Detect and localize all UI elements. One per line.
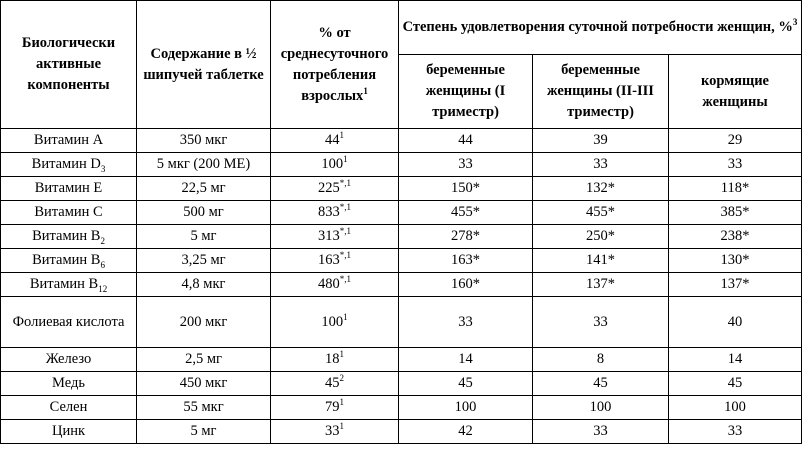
pregnant-t1-value: 45 <box>399 372 533 396</box>
percent-adult: $480^{*,1}$ <box>271 273 399 297</box>
percent-adult: $833^{*,1}$ <box>271 201 399 225</box>
content-amount: 4,8 мкг <box>137 273 271 297</box>
content-amount: 500 мг <box>137 201 271 225</box>
lactating-value: 45 <box>669 372 802 396</box>
subscript: 6 <box>100 259 105 270</box>
footnote-marker: 1 <box>339 421 344 432</box>
table-row <box>1 249 802 273</box>
content-amount: 200 мкг <box>137 297 271 348</box>
table-body <box>1 129 802 444</box>
footnote-marker: 1 <box>343 311 348 322</box>
footnote-marker: 1 <box>339 130 344 141</box>
footnote-marker: *,1 <box>339 202 351 213</box>
table-row <box>1 201 802 225</box>
table-row <box>1 297 802 348</box>
header-content: Содержание в ½ шипучей таблетке <box>137 1 271 129</box>
component-name: Витамин C <box>1 201 137 225</box>
table-row <box>1 177 802 201</box>
percent-adult: $313^{*,1}$ <box>271 225 399 249</box>
footnote-marker: 2 <box>339 373 344 384</box>
component-name: Витамин $B_{12}$ <box>1 273 137 297</box>
pregnant-t1-value: 150* <box>399 177 533 201</box>
footnote-marker: *,1 <box>339 178 351 189</box>
header-pregnant-t2-3: беременные женщины (II-III триместр) <box>533 55 669 129</box>
percent-adult: $44^1$ <box>271 129 399 153</box>
lactating-value: 238* <box>669 225 802 249</box>
percent-adult: $18^1$ <box>271 348 399 372</box>
pregnant-t1-value: 42 <box>399 420 533 444</box>
percent-adult: $225^{*,1}$ <box>271 177 399 201</box>
lactating-value: 33 <box>669 420 802 444</box>
percent-adult: $163^{*,1}$ <box>271 249 399 273</box>
pregnant-t2-3-value: 141* <box>533 249 669 273</box>
component-name: Витамин $B_2$ <box>1 225 137 249</box>
pregnant-t2-3-value: 132* <box>533 177 669 201</box>
table-row <box>1 348 802 372</box>
lactating-value: 29 <box>669 129 802 153</box>
pregnant-t2-3-value: 33 <box>533 297 669 348</box>
pregnant-t1-value: 33 <box>399 153 533 177</box>
lactating-value: 40 <box>669 297 802 348</box>
header-pregnant-t1: беременные женщины (I триместр) <box>399 55 533 129</box>
percent-adult: $100^1$ <box>271 153 399 177</box>
table-row <box>1 129 802 153</box>
percent-adult: $45^2$ <box>271 372 399 396</box>
footnote-marker: 1 <box>339 397 344 408</box>
component-name: Витамин A <box>1 129 137 153</box>
header-satisfaction: Степень удовлетворения суточной потребности женщин, %$^3$ <box>399 1 802 55</box>
lactating-value: 130* <box>669 249 802 273</box>
content-amount: 3,25 мг <box>137 249 271 273</box>
pregnant-t2-3-value: 33 <box>533 420 669 444</box>
pregnant-t1-value: 455* <box>399 201 533 225</box>
pregnant-t2-3-value: 250* <box>533 225 669 249</box>
lactating-value: 385* <box>669 201 802 225</box>
pregnant-t1-value: 33 <box>399 297 533 348</box>
table-row <box>1 153 802 177</box>
pregnant-t1-value: 44 <box>399 129 533 153</box>
pregnant-t2-3-value: 137* <box>533 273 669 297</box>
content-amount: 55 мкг <box>137 396 271 420</box>
pregnant-t2-3-value: 455* <box>533 201 669 225</box>
table-row <box>1 420 802 444</box>
pregnant-t1-value: 278* <box>399 225 533 249</box>
lactating-value: 118* <box>669 177 802 201</box>
header-components: Биологически активные компоненты <box>1 1 137 129</box>
pregnant-t1-value: 100 <box>399 396 533 420</box>
subscript: 3 <box>100 163 106 174</box>
pregnant-t2-3-value: 8 <box>533 348 669 372</box>
content-amount: 5 мг <box>137 225 271 249</box>
pregnant-t1-value: 14 <box>399 348 533 372</box>
component-name: Селен <box>1 396 137 420</box>
footnote-marker: *,1 <box>339 274 351 285</box>
lactating-value: 14 <box>669 348 802 372</box>
content-amount: 2,5 мг <box>137 348 271 372</box>
header-percent-adult: % от среднесуточного потребления взрослых$^1$ <box>271 1 399 129</box>
pregnant-t2-3-value: 100 <box>533 396 669 420</box>
footnote-marker: 3 <box>792 17 798 28</box>
content-amount: 5 мг <box>137 420 271 444</box>
component-name: Цинк <box>1 420 137 444</box>
content-amount: 22,5 мг <box>137 177 271 201</box>
component-name: Витамин E <box>1 177 137 201</box>
table-row <box>1 372 802 396</box>
pregnant-t2-3-value: 45 <box>533 372 669 396</box>
pregnant-t1-value: 163* <box>399 249 533 273</box>
table-row <box>1 396 802 420</box>
footnote-marker: 1 <box>343 154 348 165</box>
subscript: 12 <box>98 283 108 294</box>
component-name: Железо <box>1 348 137 372</box>
table-row <box>1 273 802 297</box>
component-name: Витамин $B_6$ <box>1 249 137 273</box>
component-name: Фолиевая кислота <box>1 297 137 348</box>
percent-adult: $100^1$ <box>271 297 399 348</box>
percent-adult: $33^1$ <box>271 420 399 444</box>
content-amount: 450 мкг <box>137 372 271 396</box>
pregnant-t1-value: 160* <box>399 273 533 297</box>
pregnant-t2-3-value: 33 <box>533 153 669 177</box>
footnote-marker: 1 <box>339 349 344 360</box>
lactating-value: 100 <box>669 396 802 420</box>
lactating-value: 137* <box>669 273 802 297</box>
footnote-marker: *,1 <box>339 250 351 261</box>
header-lactating: кормящие женщины <box>669 55 802 129</box>
footnote-marker: *,1 <box>339 226 351 237</box>
table-row <box>1 225 802 249</box>
lactating-value: 33 <box>669 153 802 177</box>
component-name: Витамин $D_3$ <box>1 153 137 177</box>
content-amount: 350 мкг <box>137 129 271 153</box>
footnote-marker: 1 <box>363 85 368 96</box>
component-name: Медь <box>1 372 137 396</box>
percent-adult: $79^1$ <box>271 396 399 420</box>
content-amount: 5 мкг (200 МЕ) <box>137 153 271 177</box>
subscript: 2 <box>100 235 105 246</box>
pregnant-t2-3-value: 39 <box>533 129 669 153</box>
